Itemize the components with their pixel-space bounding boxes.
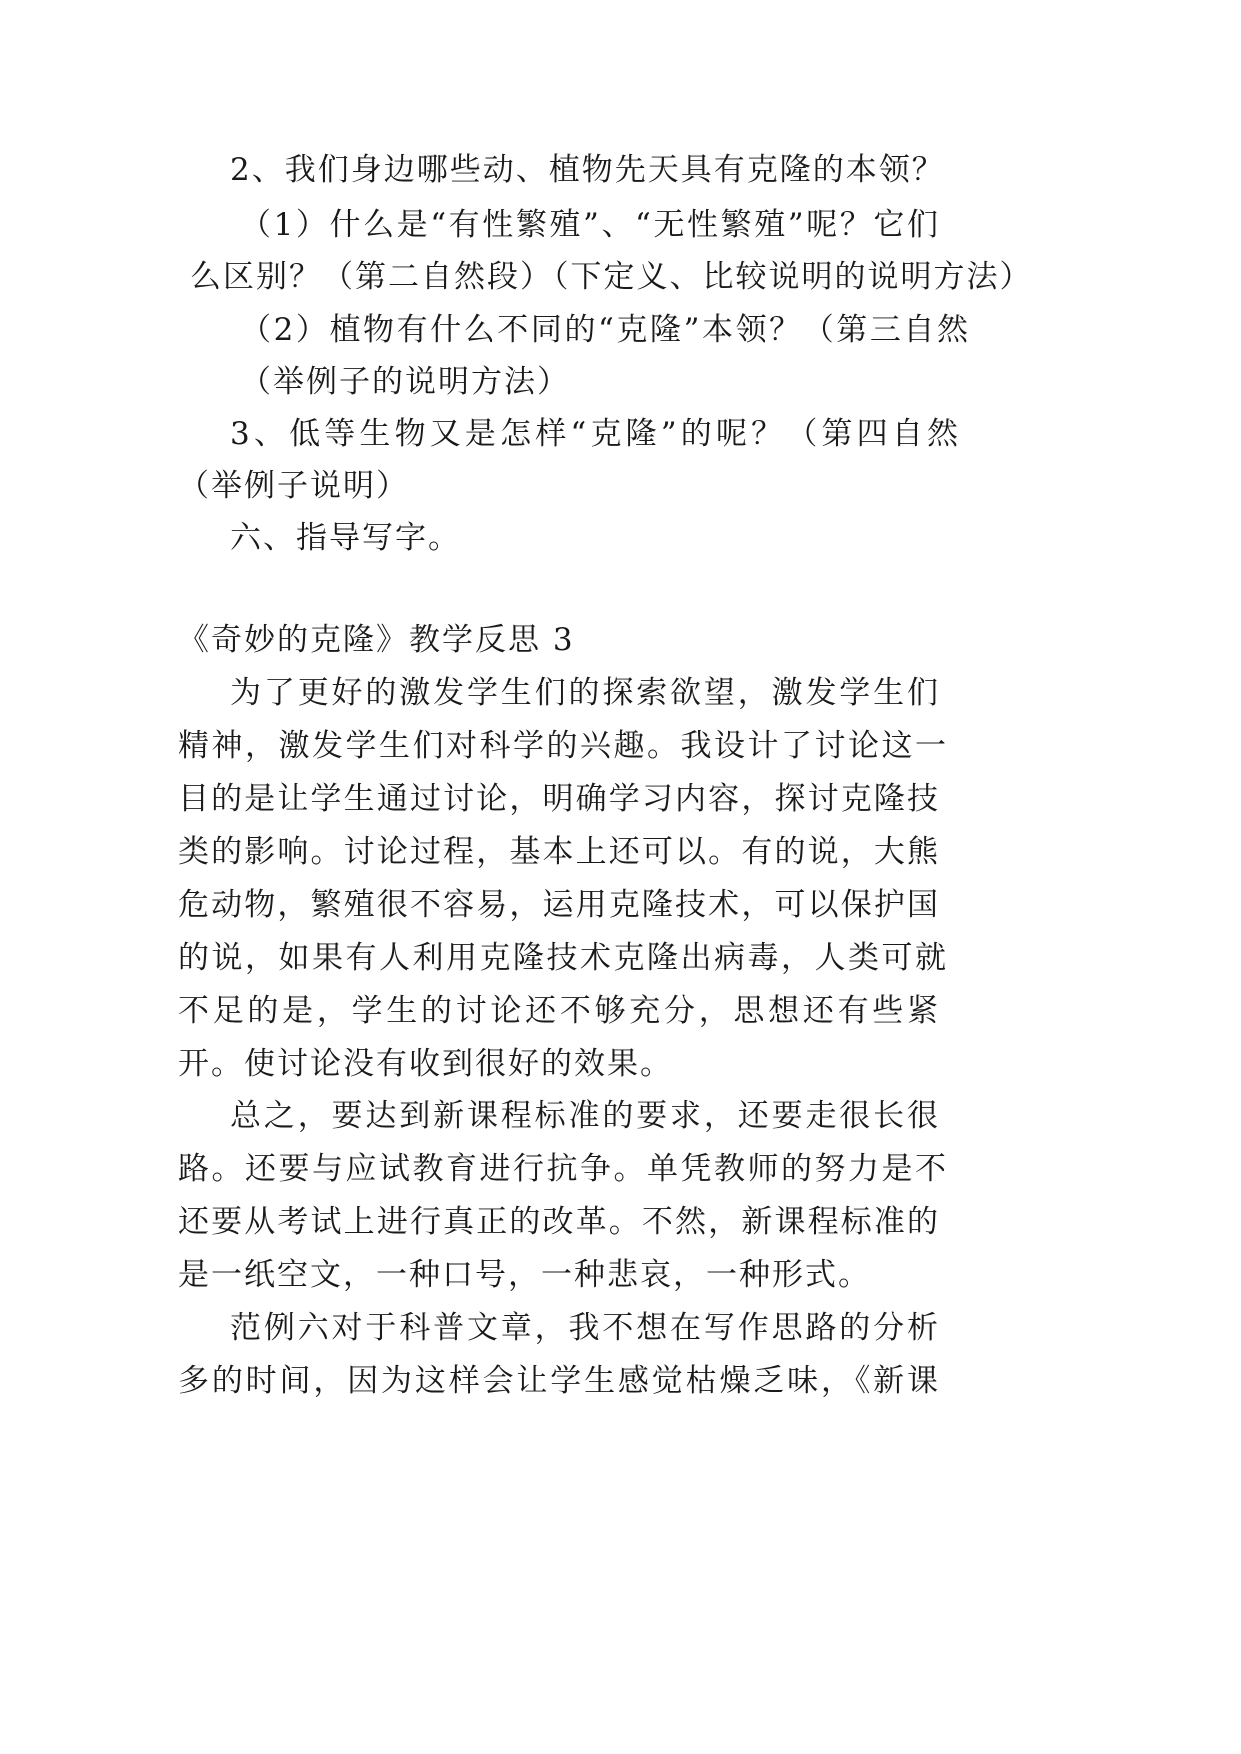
text-line: 不足的是，学生的讨论还不够充分，思想还有些紧 bbox=[178, 993, 940, 1029]
section-title: 《奇妙的克隆》教学反思 3 bbox=[178, 622, 575, 658]
text-line: 开。使讨论没有收到很好的效果。 bbox=[178, 1046, 673, 1082]
text-line: （2）植物有什么不同的“克隆”本领？（第三自然 bbox=[240, 312, 970, 348]
text-line: 为了更好的激发学生们的探索欲望，激发学生们 bbox=[230, 675, 940, 711]
text-line: 的说，如果有人利用克隆技术克隆出病毒，人类可就 bbox=[178, 940, 948, 976]
text-line: 六、指导写字。 bbox=[230, 520, 461, 556]
text-line: 是一纸空文，一种口号，一种悲哀，一种形式。 bbox=[178, 1257, 871, 1293]
text-line: 2、我们身边哪些动、植物先天具有克隆的本领？ bbox=[230, 152, 945, 188]
text-line: 路。还要与应试教育进行抗争。单凭教师的努力是不 bbox=[178, 1151, 948, 1187]
text-line: （举例子的说明方法） bbox=[240, 364, 570, 400]
text-line: 类的影响。讨论过程，基本上还可以。有的说，大熊 bbox=[178, 834, 940, 870]
text-line: 危动物，繁殖很不容易，运用克隆技术，可以保护国 bbox=[178, 887, 940, 923]
text-line: 3、低等生物又是怎样“克隆”的呢？（第四自然 bbox=[230, 416, 960, 452]
text-line: 目的是让学生通过讨论，明确学习内容，探讨克隆技 bbox=[178, 781, 940, 817]
text-line: 范例六对于科普文章，我不想在写作思路的分析 bbox=[230, 1310, 940, 1346]
text-line: 么区别？（第二自然段）（下定义、比较说明的说明方法） bbox=[190, 259, 1033, 295]
text-line: 还要从考试上进行真正的改革。不然，新课程标准的 bbox=[178, 1204, 940, 1240]
text-line: 多的时间，因为这样会让学生感觉枯燥乏味，《新课 bbox=[178, 1363, 940, 1399]
text-line: （举例子说明） bbox=[178, 468, 409, 504]
text-line: 精神，激发学生们对科学的兴趣。我设计了讨论这一 bbox=[178, 728, 948, 764]
text-line: （1）什么是“有性繁殖”、“无性繁殖”呢？它们 bbox=[240, 207, 940, 243]
text-line: 总之，要达到新课程标准的要求，还要走很长很 bbox=[230, 1098, 940, 1134]
